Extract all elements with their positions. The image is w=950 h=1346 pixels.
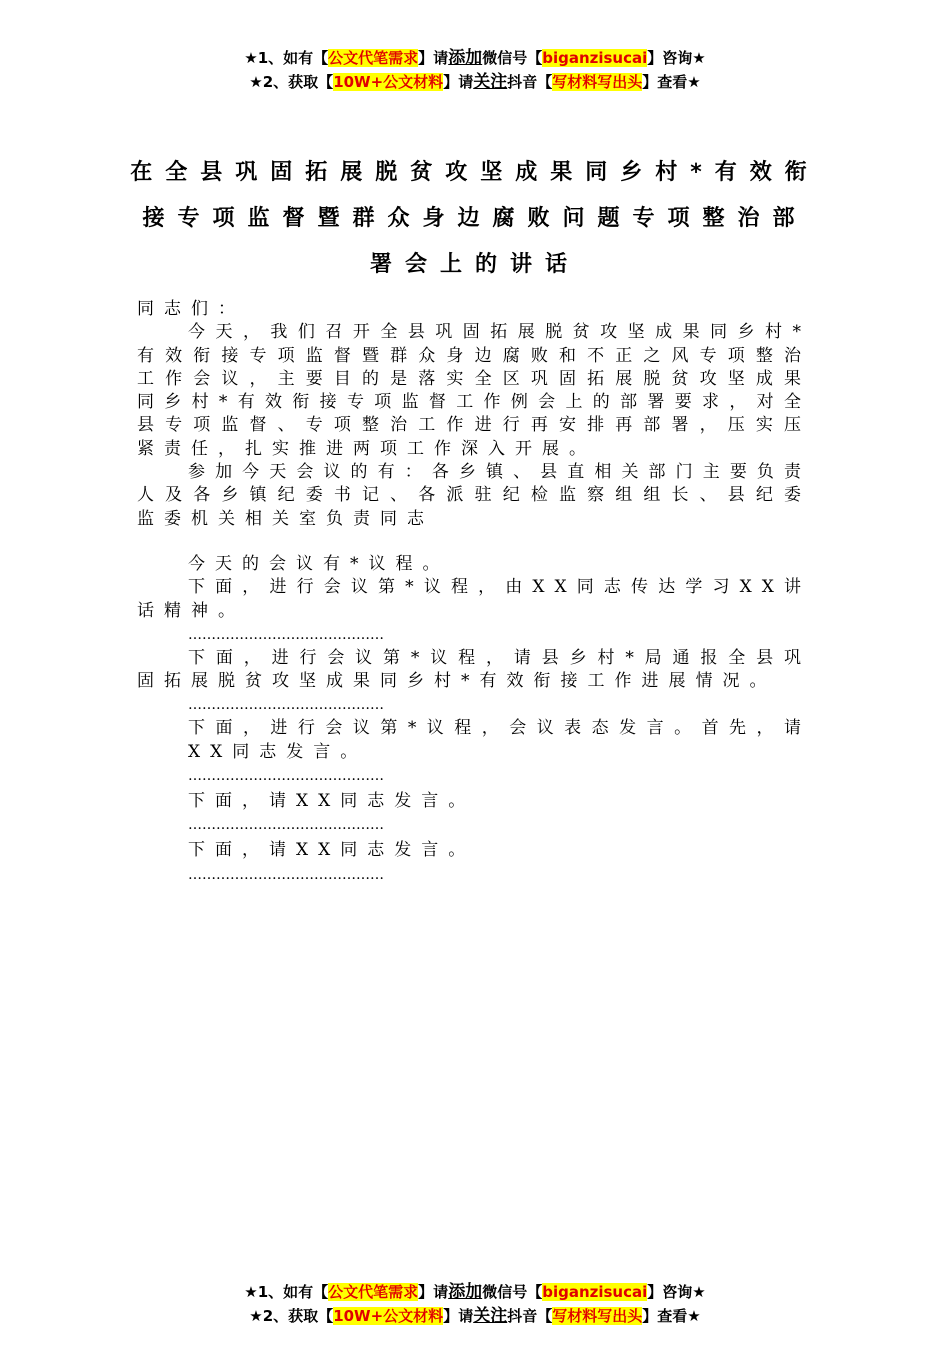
banner-text: 】查看★ bbox=[642, 1307, 701, 1325]
banner-highlight: biganzisucai bbox=[542, 49, 648, 67]
ellipsis-line: …………………………………… bbox=[188, 866, 384, 883]
banner-emphasis: 添加 bbox=[448, 48, 483, 68]
banner-line-2 bbox=[0, 70, 950, 94]
paragraph-3: 今天的会议有*议程。 bbox=[188, 553, 450, 574]
banner-text: 】咨询★ bbox=[647, 1283, 706, 1301]
banner-text: 抖音【 bbox=[507, 1307, 553, 1325]
banner-highlight: 写材料写出头 bbox=[552, 1307, 643, 1325]
banner-text: 】查看★ bbox=[642, 73, 701, 91]
banner-text: 】请 bbox=[443, 1307, 474, 1325]
banner-text: 】请 bbox=[443, 73, 474, 91]
paragraph-2: 参加今天会议的有：各乡镇、县直相关部门主要负责人及各乡镇纪委书记、各派驻纪检监察组组长、县纪委监委机关相关室负责同志 bbox=[137, 462, 811, 529]
ellipsis-line: …………………………………… bbox=[188, 697, 384, 714]
paragraph-5: 下面，进行会议第*议程，请县乡村*局通报全县巩固拓展脱贫攻坚成果同乡村*有效衔接工作进展情况。 bbox=[137, 647, 811, 692]
banner-text: ★1、如有【 bbox=[244, 1283, 329, 1301]
banner-text: 微信号【 bbox=[482, 1283, 543, 1301]
banner-line-2 bbox=[0, 1304, 950, 1328]
document-title: 在全县巩固拓展脱贫攻坚成果同乡村*有效衔接专项监督暨群众身边腐败问题专项整治部署会上的讲话 bbox=[130, 160, 820, 277]
paragraph-8: 下面，请XX同志发言。 bbox=[188, 840, 476, 861]
spacer bbox=[137, 531, 811, 553]
banner-text: ★2、获取【 bbox=[249, 73, 334, 91]
document-body bbox=[137, 298, 811, 887]
banner-line-1 bbox=[0, 46, 950, 70]
paragraph-6: 下面，进行会议第*议程，会议表态发言。首先，请XX同志发言。 bbox=[188, 718, 811, 762]
footer-banner bbox=[0, 1280, 950, 1328]
banner-highlight: 10W+公文材料 bbox=[333, 73, 444, 91]
ellipsis-line: …………………………………… bbox=[188, 626, 384, 643]
banner-text: ★2、获取【 bbox=[249, 1307, 334, 1325]
salutation: 同志们： bbox=[137, 299, 245, 319]
paragraph-4: 下面，进行会议第*议程，由XX同志传达学习XX讲话精神。 bbox=[137, 577, 811, 621]
banner-text: 微信号【 bbox=[482, 49, 543, 67]
ellipsis-line: …………………………………… bbox=[188, 768, 384, 785]
banner-highlight: 公文代笔需求 bbox=[328, 1283, 419, 1301]
banner-line-1 bbox=[0, 1280, 950, 1304]
banner-text: 】请 bbox=[418, 49, 449, 67]
banner-text: 抖音【 bbox=[507, 73, 553, 91]
paragraph-7: 下面，请XX同志发言。 bbox=[188, 791, 476, 812]
ellipsis-line: …………………………………… bbox=[188, 817, 384, 834]
header-banner bbox=[0, 46, 950, 94]
banner-text: ★1、如有【 bbox=[244, 49, 329, 67]
banner-highlight: 写材料写出头 bbox=[552, 73, 643, 91]
banner-emphasis: 关注 bbox=[473, 1306, 508, 1326]
banner-text: 】咨询★ bbox=[647, 49, 706, 67]
banner-emphasis: 关注 bbox=[473, 72, 508, 92]
paragraph-1: 今天，我们召开全县巩固拓展脱贫攻坚成果同乡村*有效衔接专项监督暨群众身边腐败和不正之风专项整治工作会议，主要目的是落实全区巩固拓展脱贫攻坚成果同乡村*有效衔接专项监督工作例会上的部署要求，对全县专项监督、专项整治工作进行再安排再部署，压实压紧责任，扎实推进两项工作深入开展。 bbox=[137, 322, 811, 459]
banner-highlight: 公文代笔需求 bbox=[328, 49, 419, 67]
banner-emphasis: 添加 bbox=[448, 1282, 483, 1302]
banner-highlight: biganzisucai bbox=[542, 1283, 648, 1301]
banner-text: 】请 bbox=[418, 1283, 449, 1301]
banner-highlight: 10W+公文材料 bbox=[333, 1307, 444, 1325]
